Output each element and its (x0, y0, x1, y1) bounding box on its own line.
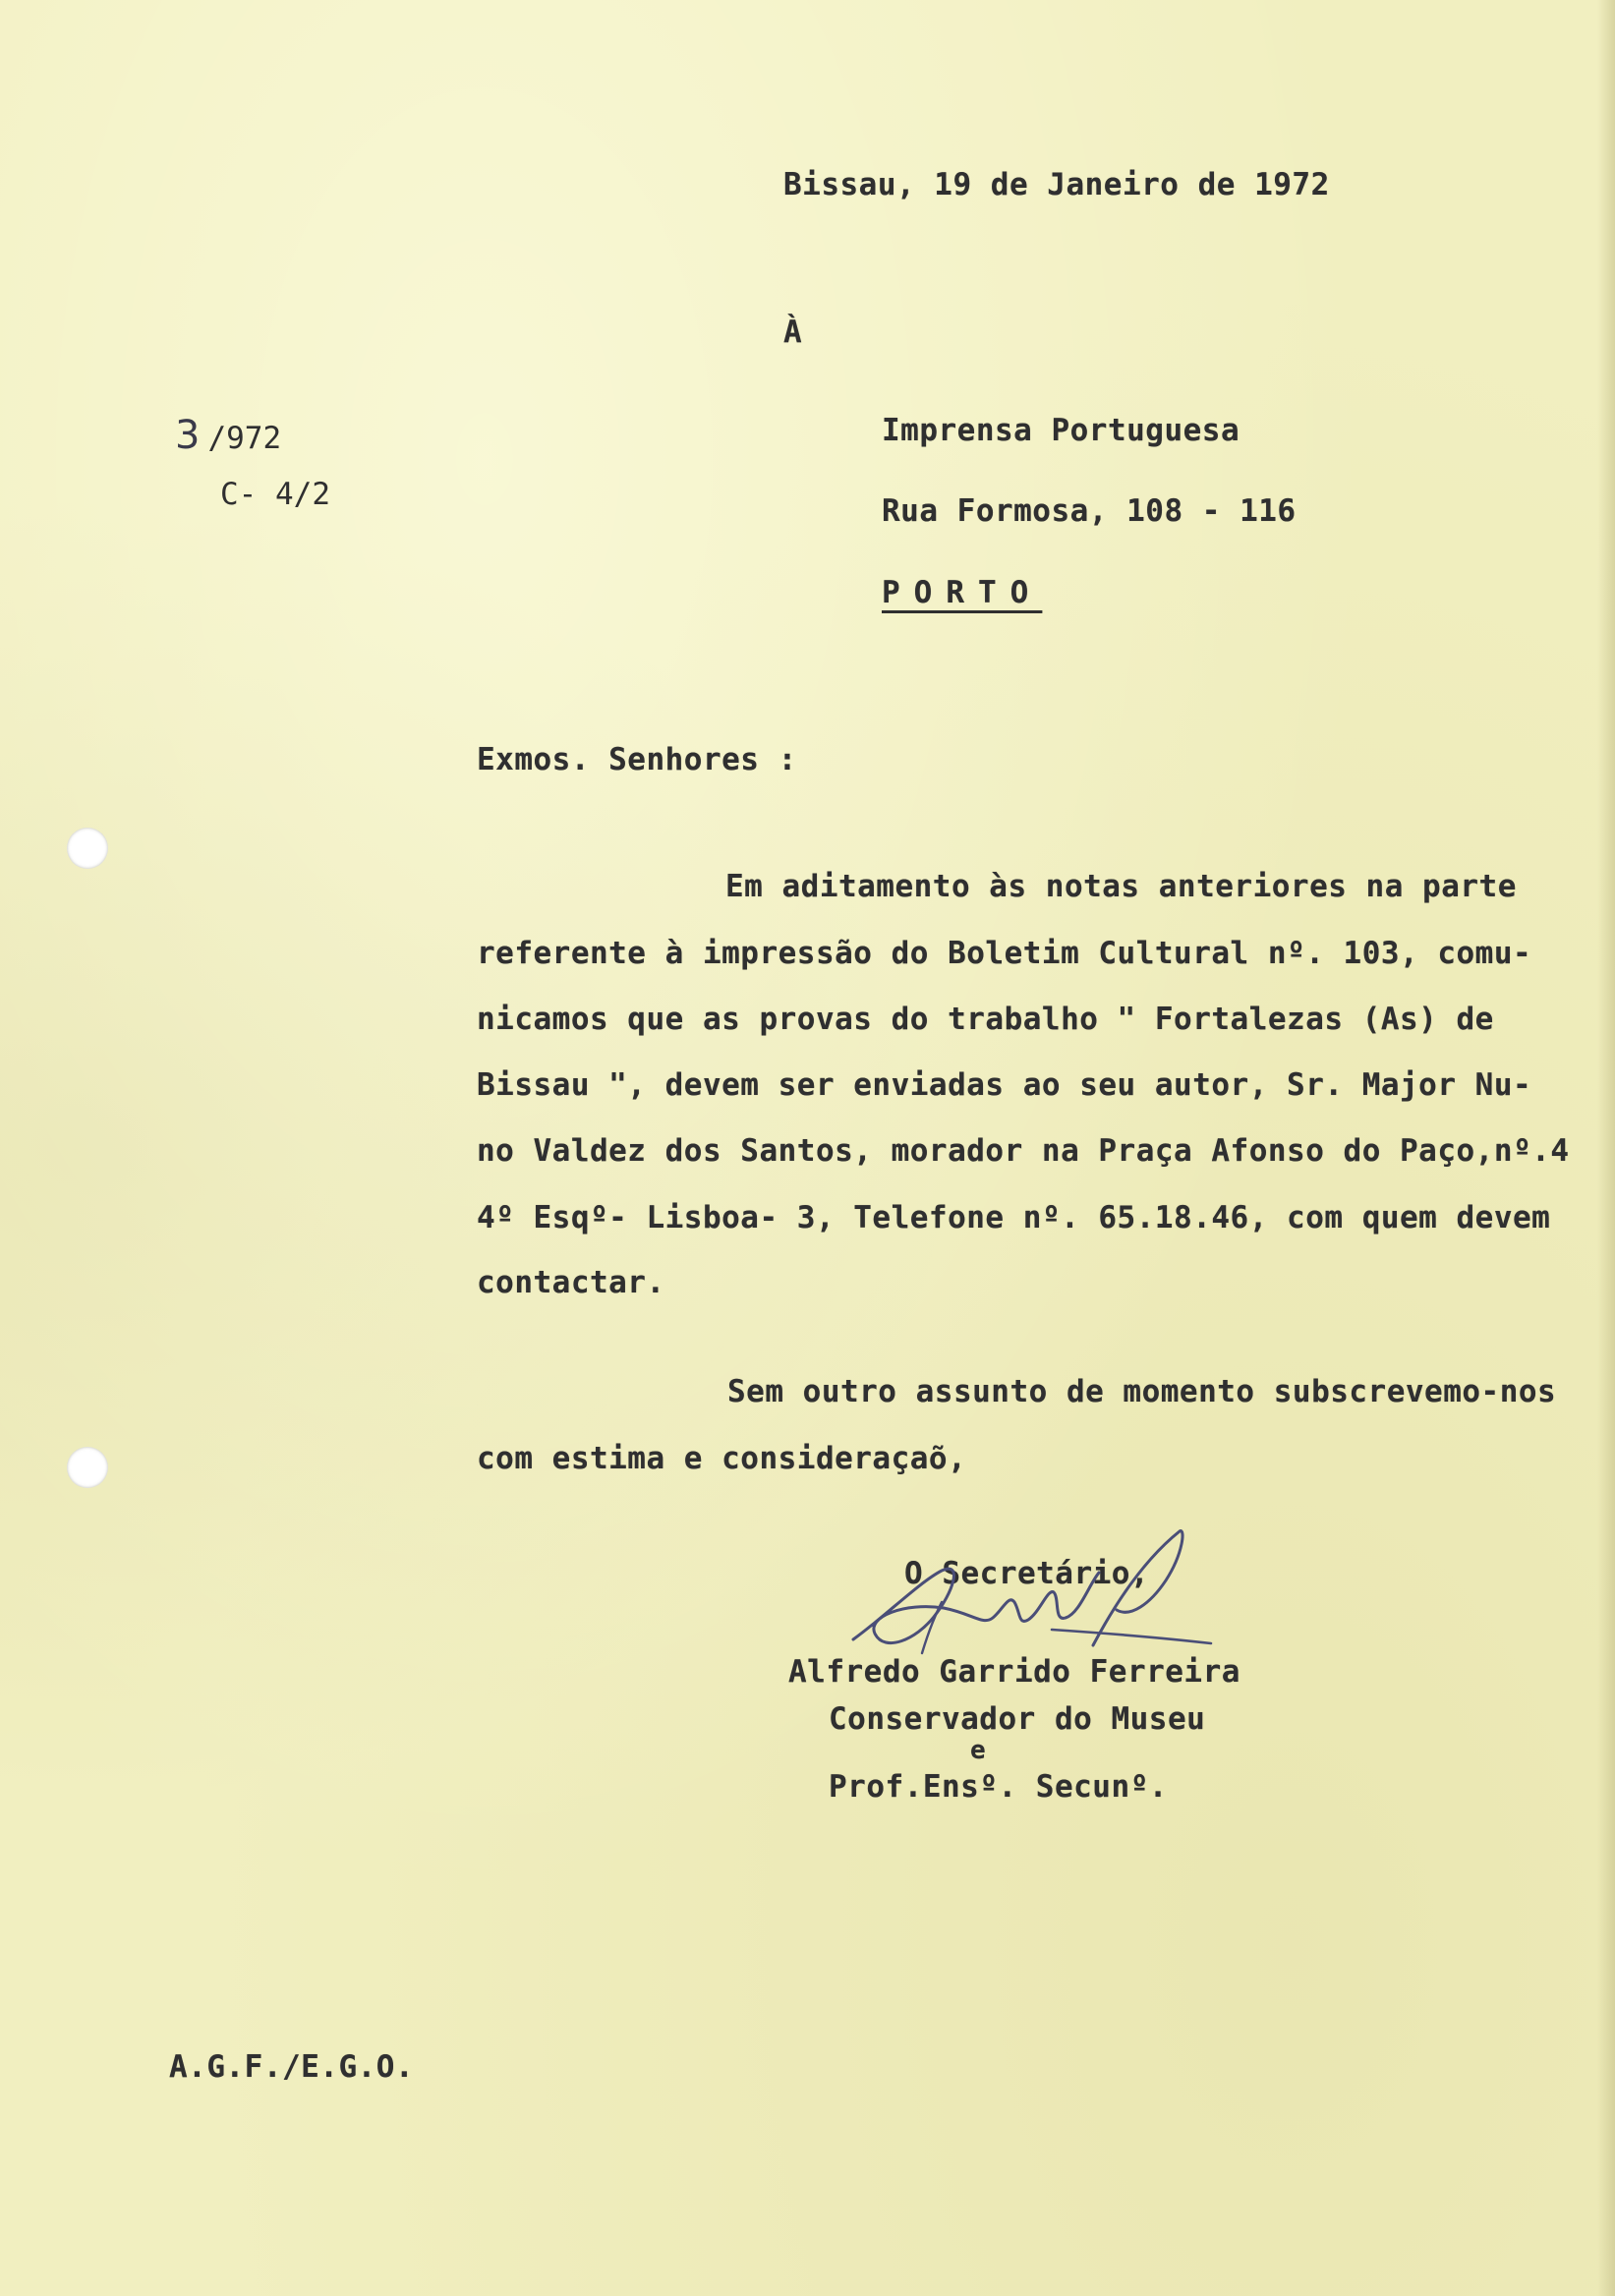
recipient-street: Rua Formosa, 108 - 116 (882, 493, 1297, 529)
paragraph-1-line: referente à impressão do Boletim Cultural nº. 103, comu- (477, 936, 1532, 971)
paper-edge-shadow (1597, 0, 1615, 2296)
typed-year: /972 (207, 421, 282, 456)
paragraph-1-line: contactar. (477, 1265, 665, 1300)
handwritten-signature (826, 1523, 1239, 1671)
paragraph-1-line: nicamos que as provas do trabalho " Fortalezas (As) de (477, 1002, 1494, 1037)
signatory-position: Conservador do Museu (829, 1701, 1206, 1737)
date-line: Bissau, 19 de Janeiro de 1972 (783, 167, 1330, 202)
reference-code: C- 4/2 (220, 477, 330, 512)
paragraph-1-line: no Valdez dos Santos, morador na Praça Afonso do Paço,nº.4 (477, 1133, 1570, 1169)
paragraph-2-line: Sem outro assunto de momento subscrevemo-nos (727, 1374, 1557, 1409)
typist-initials: A.G.F./E.G.O. (169, 2049, 415, 2085)
punch-hole-top (67, 828, 108, 869)
paragraph-1-line: Bissau ", devem ser enviadas ao seu autor, Sr. Major Nu- (477, 1067, 1532, 1103)
signatory-conjunction: e (970, 1736, 987, 1765)
recipient-city: PORTO (882, 575, 1043, 610)
recipient-name: Imprensa Portuguesa (882, 413, 1240, 448)
signatory-name: Alfredo Garrido Ferreira (788, 1654, 1240, 1690)
signatory-position-2: Prof.Ensº. Secunº. (829, 1769, 1168, 1805)
signature-title: O Secretário, (904, 1556, 1150, 1591)
salutation: Exmos. Senhores : (477, 742, 797, 777)
paragraph-2-line: com estima e consideraçaõ, (477, 1441, 967, 1476)
paragraph-1-line: Em aditamento às notas anteriores na parte (725, 869, 1517, 904)
paragraph-1-line: 4º Esqº- Lisboa- 3, Telefone nº. 65.18.46, com quem devem (477, 1200, 1551, 1235)
handwritten-number: 3 (175, 413, 201, 458)
to-marker: À (783, 315, 803, 350)
punch-hole-bottom (67, 1447, 108, 1488)
reference-number (175, 413, 282, 458)
